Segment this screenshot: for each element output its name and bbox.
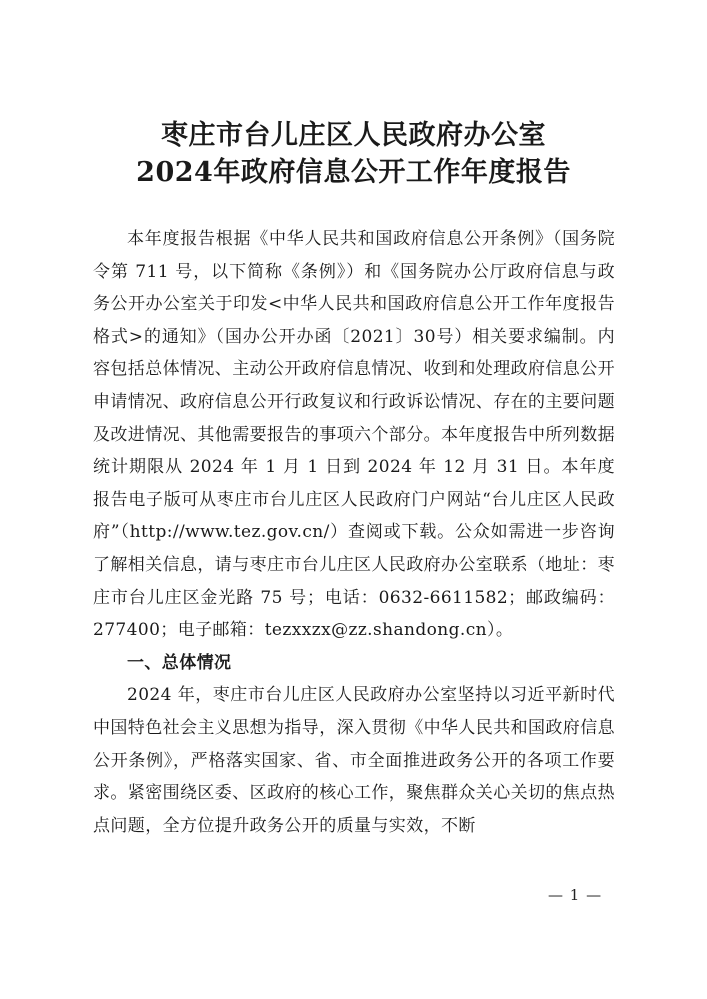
document-title-line1: 枣庄市台儿庄区人民政府办公室: [161, 120, 546, 151]
document-body: [93, 223, 615, 842]
section-paragraph: 2024 年，枣庄市台儿庄区人民政府办公室坚持以习近平新时代中国特色社会主义思想为指导，深入贯彻《中华人民共和国政府信息公开条例》，严格落实国家、省、市全面推进政务公开的各项工作要求。紧密围绕区委、区政府的核心工作，聚焦群众关心关切的焦点热点问题，全方位提升政务公开的质量与实效，不断: [93, 685, 615, 836]
page-number: — 1 —: [548, 886, 603, 904]
document-title-line2: 2024年政府信息公开工作年度报告: [136, 157, 571, 188]
section-heading: 一、总体情况: [127, 652, 232, 673]
intro-paragraph: 本年度报告根据《中华人民共和国政府信息公开条例》（国务院令第 711 号，以下简称《条例》）和《国务院办公厅政府信息与政务公开办公室关于印发<中华人民共和国政府信息公开工作年度报告格式>的通知》（国办公开办函〔2021〕30号）相关要求编制。内容包括总体情况、主动公开政府信息情况、收到和处理政府信息公开申请情况、政府信息公开行政复议和行政诉讼情况、存在的主要问题及改进情况、其他需要报告的事项六个部分。本年度报告中所列数据统计期限从 2024 年 1 月 1 日到 2024 年 12 月 31 日。本年度报告电子版可从枣庄市台儿庄区人民政府门户网站“台儿庄区人民政府”（http://www.tez.gov.cn/）查阅或下载。公众如需进一步咨询了解相关信息，请与枣庄市台儿庄区人民政府办公室联系（地址：枣庄市台儿庄区金光路 75 号；电话：0632-6611582；邮政编码：277400；电子邮箱：tezxxzx@zz.shandong.cn）。: [93, 229, 615, 641]
